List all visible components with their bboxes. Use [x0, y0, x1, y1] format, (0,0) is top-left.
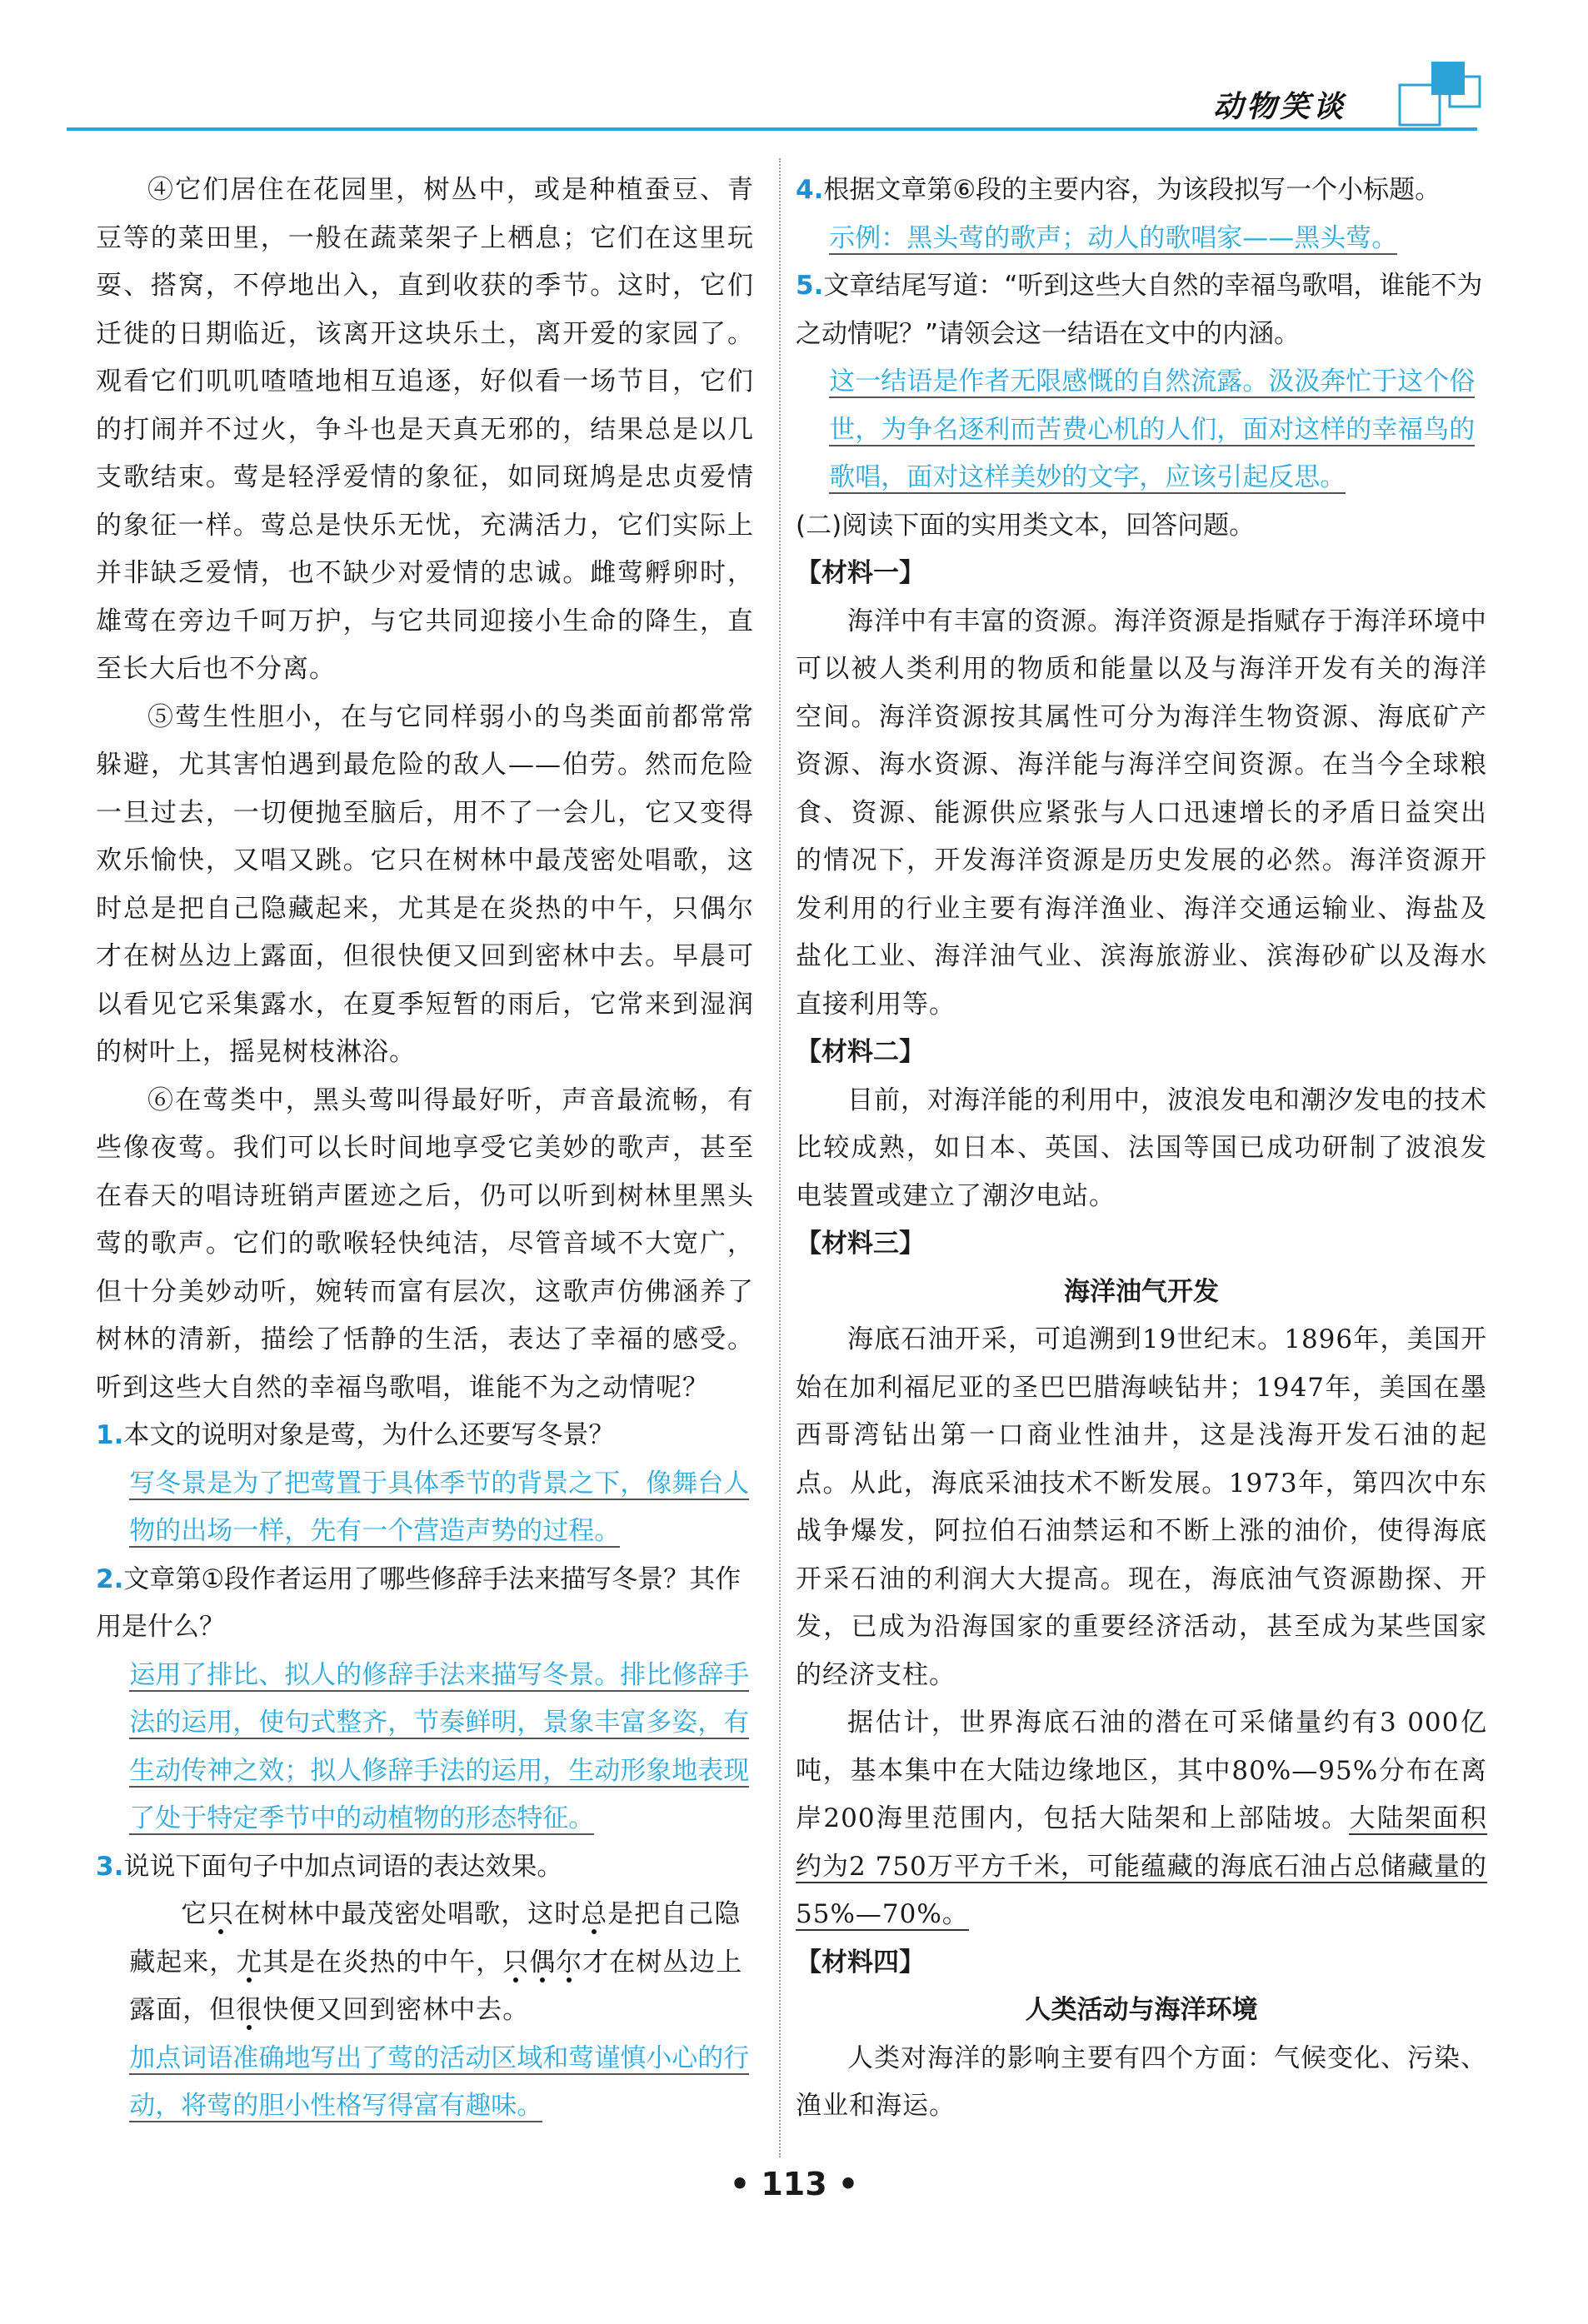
material-1-text: 海洋中有丰富的资源。海洋资源是指赋存于海洋环境中可以被人类利用的物质和能量以及与海洋开发有关的海洋空间。海洋资源按其属性可分为海洋生物资源、海底矿产资源、海水资源、海洋能与海洋空间资源。在当今全球粮食、资源、能源供应紧张与人口迅速增长的矛盾日益突出的情况下，开发海洋资源是历史发展的必然。海洋资源开发利用的行业主要有海洋渔业、海洋交通运输业、海盐及盐化工业、海洋油气业、滨海旅游业、滨海砂矿以及海水直接利用等。: [796, 606, 1487, 1020]
section-heading: (二)阅读下面的实用类文本，回答问题。: [796, 510, 1256, 541]
question-2: [96, 1556, 754, 1843]
question-3: [96, 1843, 754, 2131]
dotted-word: 尔: [556, 1947, 583, 1977]
dotted-word: 只: [207, 1899, 235, 1929]
paragraph-6: ⑥在莺类中，黑头莺叫得最好听，声音最流畅，有些像夜莺。我们可以长时间地享受它美妙的歌声，甚至在春天的唱诗班销声匿迹之后，仍可以听到树林里黑头莺的歌声。它们的歌喉轻快纯洁，尽管音域不大宽广，但十分美妙动听，婉转而富有层次，这歌声仿佛涵养了树林的清新，描绘了恬静的生活，表达了幸福的感受。听到这些大自然的幸福鸟歌唱，谁能不为之动情呢？: [96, 1085, 754, 1403]
dotted-word: 很: [236, 1995, 263, 2025]
left-column: [96, 167, 754, 2131]
paragraph-4: ④它们居住在花园里，树丛中，或是种植蚕豆、青豆等的菜田里，一般在蔬菜架子上栖息；它们在这里玩耍、搭窝，不停地出入，直到收获的季节。这时，它们迁徙的日期临近，该离开这块乐土，离开爱的家园了。观看它们叽叽喳喳地相互追逐，好似看一场节目，它们的打闹并不过火，争斗也是天真无邪的，结果总是以几支歌结束。莺是轻浮爱情的象征，如同斑鸠是忠贞爱情的象征一样。莺总是快乐无忧，充满活力，它们实际上并非缺乏爱情，也不缺少对爱情的忠诚。雌莺孵卵时，雄莺在旁边千呵万护，与它共同迎接小生命的降生，直至长大后也不分离。: [96, 175, 754, 684]
question-5: [796, 262, 1487, 502]
material-3-paragraph-1: 海底石油开采，可追溯到19世纪末。1896年，美国开始在加利福尼亚的圣巴巴腊海峡钻井；1947年，美国在墨西哥湾钻出第一口商业性油井，这是浅海开发石油的起点。从此，海底采油技术不断发展。1973年，第四次中东战争爆发，阿拉伯石油禁运和不断上涨的油价，使得海底开采石油的利润大大提高。现在，海底油气资源勘探、开发，已成为沿海国家的重要经济活动，甚至成为某些国家的经济支柱。: [796, 1324, 1487, 1690]
material-4-text: 人类对海洋的影响主要有四个方面：气候变化、污染、渔业和海运。: [796, 2042, 1487, 2121]
dotted-word: 只: [502, 1947, 530, 1977]
quoted-sentence: [96, 1891, 754, 2035]
quote-part: 才在树丛边上露面，但: [129, 1947, 743, 2025]
answer-text: 运用了排比、拟人的修辞手法来描写冬景。排比修辞手法的运用，使句式整齐，节奏鲜明，景象丰富多姿，有生动传神之效；拟人修辞手法的运用，生动形象地表现了处于特定季节中的动植物的形态特征。: [129, 1659, 750, 1833]
dotted-word: 尤: [236, 1947, 263, 1977]
answer-text: 写冬景是为了把莺置于具体季节的背景之下，像舞台人物的出场一样，先有一个营造声势的过程。: [129, 1468, 750, 1546]
material-4-tag: 【材料四】: [796, 1947, 925, 1977]
material-4-title: 人类活动与海洋环境: [1025, 1995, 1258, 2025]
answer-text: 示例：黑头莺的歌声；动人的歌唱家——黑头莺。: [829, 222, 1398, 253]
question-text: 说说下面句子中加点词语的表达效果。: [123, 1851, 563, 1882]
material-2-text: 目前，对海洋能的利用中，波浪发电和潮汐发电的技术比较成熟，如日本、英国、法国等国已成功研制了波浪发电装置或建立了潮汐电站。: [796, 1085, 1487, 1211]
material-3-tag: 【材料三】: [796, 1229, 925, 1259]
material-3-text: 据估计，世界海底石油的潜在可采储量约有3 000亿吨，基本集中在大陆边缘地区，其中80%—95%分布在离岸200海里范围内，包括大陆架和上部陆坡。: [796, 1708, 1487, 1833]
material-1-tag: 【材料一】: [796, 558, 925, 588]
question-number: 4.: [796, 175, 824, 205]
quote-part: 是把自己隐藏起来，: [129, 1899, 742, 1977]
right-column: [796, 167, 1487, 2131]
header-rule: [67, 127, 1477, 131]
page-number: • 113 •: [729, 2166, 859, 2202]
question-text: 本文的说明对象是莺，为什么还要写冬景？: [123, 1420, 615, 1450]
dotted-word: 总: [581, 1899, 608, 1929]
quote-part: 它: [181, 1899, 208, 1929]
material-3-title: 海洋油气开发: [1064, 1276, 1219, 1307]
question-text: 文章结尾写道：“听到这些大自然的幸福鸟歌唱，谁能不为之动情呢？”请领会这一结语在文中的内涵。: [796, 271, 1483, 349]
question-4: [796, 167, 1487, 262]
column-divider: [779, 158, 781, 2157]
header-title: 动物笑谈: [1213, 90, 1347, 124]
quote-part: 其是在炎热的中午，: [262, 1947, 503, 1977]
answer-text: 这一结语是作者无限感慨的自然流露。汲汲奔忙于这个俗世，为争名逐利而苦费心机的人们，面对这样的幸福鸟的歌唱，面对这样美妙的文字，应该引起反思。: [829, 367, 1476, 492]
question-number: 5.: [796, 271, 824, 301]
question-1: [96, 1412, 754, 1556]
question-text: 根据文章第⑥段的主要内容，为该段拟写一个小标题。: [823, 175, 1441, 205]
question-text: 文章第①段作者运用了哪些修辞手法来描写冬景？其作用是什么？: [96, 1563, 742, 1642]
underlined-text: 大陆架面积约为2 750万平方千米，可能蕴藏的海底石油占总储藏量的55%—70%。: [796, 1803, 1488, 1929]
quote-part: 快便又回到密林中去。: [262, 1995, 530, 2025]
question-number: 2.: [96, 1563, 124, 1594]
question-number: 3.: [96, 1851, 124, 1882]
quote-part: 在树林中最茂密处唱歌，这时: [234, 1899, 582, 1929]
answer-text: 加点词语准确地写出了莺的活动区域和莺谨慎小心的行动，将莺的胆小性格写得富有趣味。: [129, 2042, 750, 2121]
dotted-word: 偶: [529, 1947, 557, 1977]
material-3-paragraph-2: [796, 1699, 1487, 1939]
material-2-tag: 【材料二】: [796, 1037, 925, 1067]
header-square-icon: [1398, 60, 1481, 128]
question-number: 1.: [96, 1420, 124, 1450]
paragraph-5: ⑤莺生性胆小，在与它同样弱小的鸟类面前都常常躲避，尤其害怕遇到最危险的敌人——伯劳。然而危险一旦过去，一切便抛至脑后，用不了一会儿，它又变得欢乐愉快，又唱又跳。它只在树林中最茂密处唱歌，这时总是把自己隐藏起来，尤其是在炎热的中午，只偶尔才在树丛边上露面，但很快便又回到密林中去。早晨可以看见它采集露水，在夏季短暂的雨后，它常来到湿润的树叶上，摇晃树枝淋浴。: [96, 701, 754, 1067]
